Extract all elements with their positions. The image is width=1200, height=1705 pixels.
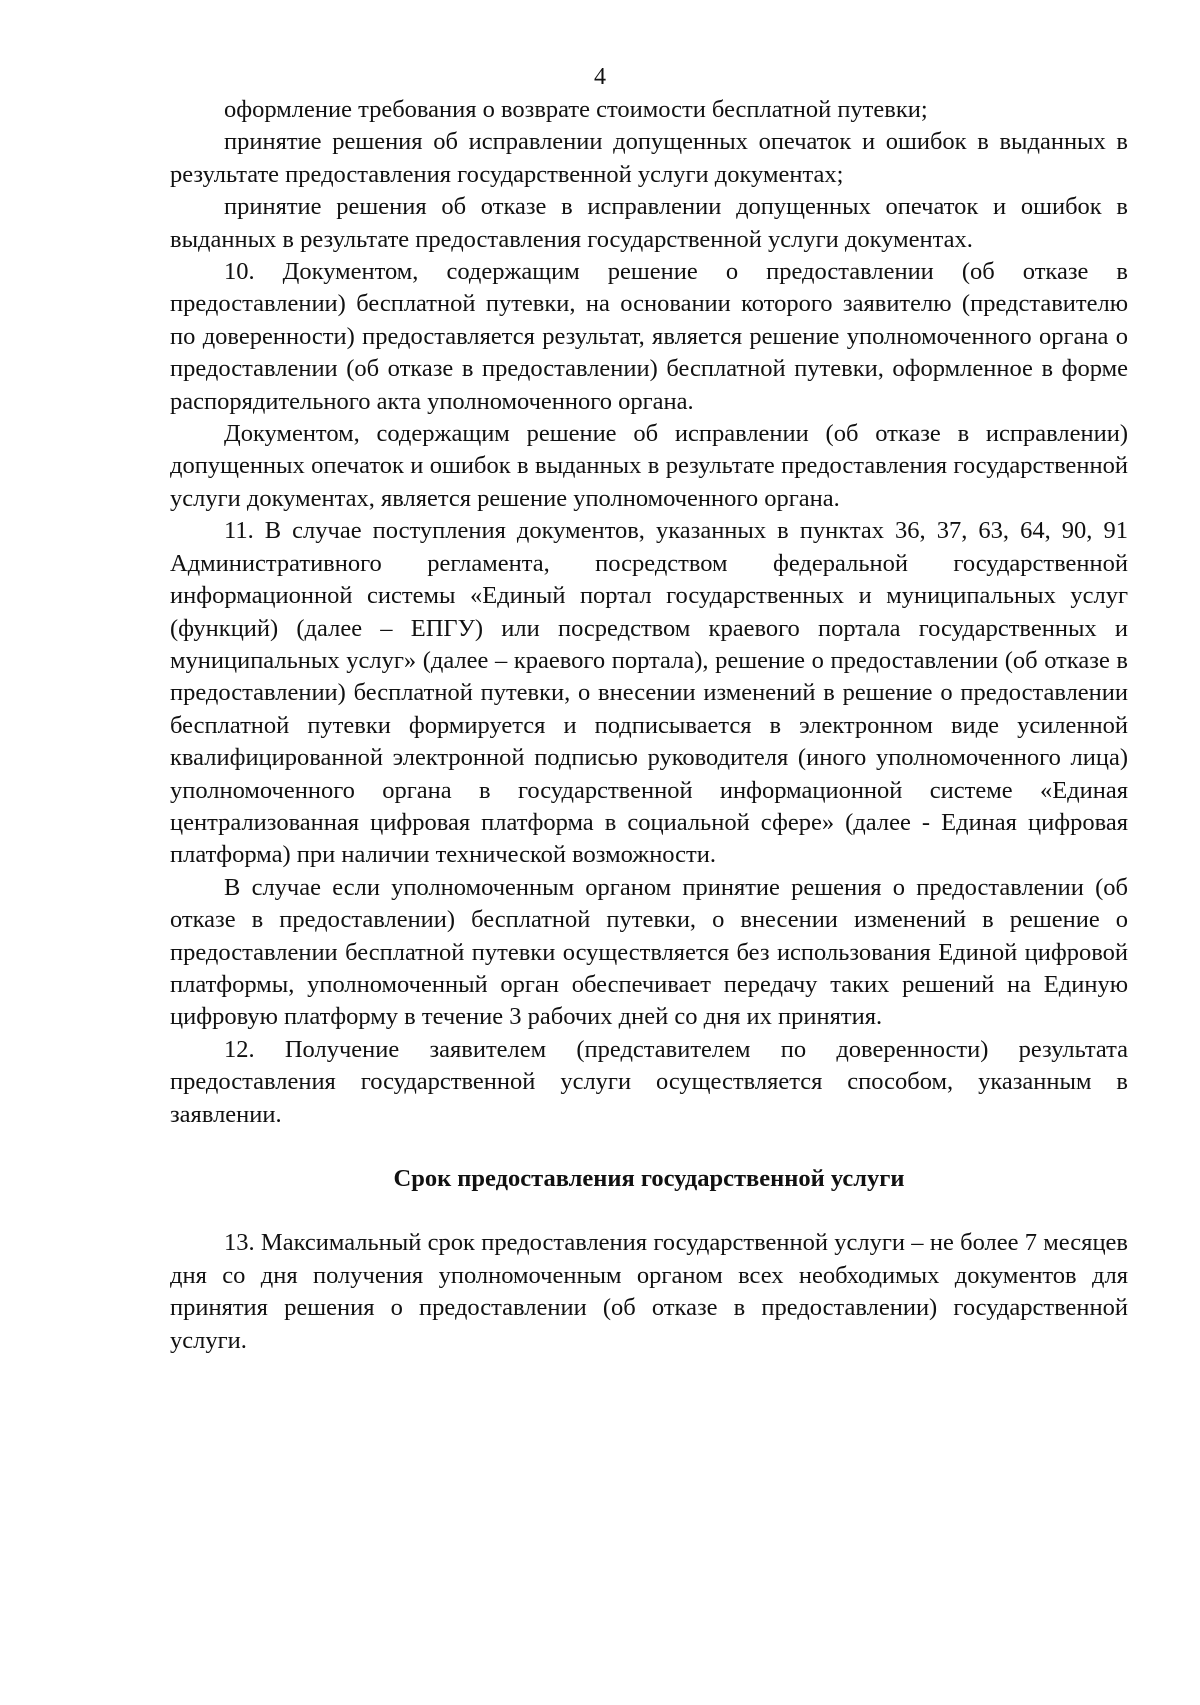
paragraph-return-cost: оформление требования о возврате стоимости бесплатной путевки; <box>224 96 928 123</box>
paragraph-correction-document: Документом, содержащим решение об исправлении (об отказе в исправлении) допущенных опечаток и ошибок в выданных в результате предоставления государственной услуги документах, является решение уполномоченного органа. <box>170 420 1128 512</box>
paragraph-item-11: 11. В случае поступления документов, указанных в пунктах 36, 37, 63, 64, 90, 91 Административного регламента, посредством федеральной государственной информационной системы «Единый портал государственных и муниципальных услуг (функций) (далее – ЕПГУ) или посредством краевого портала государственных и муниципальных услуг» (далее – краевого портала), решение о предоставлении (об отказе в предоставлении) бесплатной путевки, о внесении изменений в решение о предоставлении бесплатной путевки формируется и подписывается в электронном виде усиленной квалифицированной электронной подписью руководителя (иного уполномоченного лица) уполномоченного органа в государственной информационной системе «Единая централизованная цифровая платформа в социальной сфере» (далее - Единая цифровая платформа) при наличии технической возможности. <box>170 517 1128 869</box>
paragraph-without-platform: В случае если уполномоченным органом принятие решения о предоставлении (об отказе в предоставлении) бесплатной путевки, о внесении изменений в решение о предоставлении бесплатной путевки осуществляется без использования Единой цифровой платформы, уполномоченный орган обеспечивает передачу таких решений на Единую цифровую платформу в течение 3 рабочих дней со дня их принятия. <box>170 873 1128 1031</box>
paragraph-correction-refusal: принятие решения об отказе в исправлении допущенных опечаток и ошибок в выданных в результате предоставления государственной услуги документах. <box>170 193 1128 253</box>
section-heading: Срок предоставления государственной услуги <box>393 1165 905 1192</box>
paragraph-item-12: 12. Получение заявителем (представителем по доверенности) результата предоставления государственной услуги осуществляется способом, указанным в заявлении. <box>170 1035 1128 1128</box>
document-body <box>170 94 1128 1357</box>
paragraph-item-13: 13. Максимальный срок предоставления государственной услуги – не более 7 месяцев дня со дня получения уполномоченным органом всех необходимых документов для принятия решения о предоставлении (об отказе в предоставлении) государственной услуги. <box>170 1229 1128 1354</box>
page-number: 4 <box>594 64 606 90</box>
paragraph-correction-decision: принятие решения об исправлении допущенных опечаток и ошибок в выданных в результате предоставления государственной услуги документах; <box>170 128 1128 188</box>
paragraph-item-10: 10. Документом, содержащим решение о предоставлении (об отказе в предоставлении) бесплатной путевки, на основании которого заявителю (представителю по доверенности) предоставляется результат, является решение уполномоченного органа о предоставлении (об отказе в предоставлении) бесплатной путевки, оформленное в форме распорядительного акта уполномоченного органа. <box>170 258 1128 415</box>
